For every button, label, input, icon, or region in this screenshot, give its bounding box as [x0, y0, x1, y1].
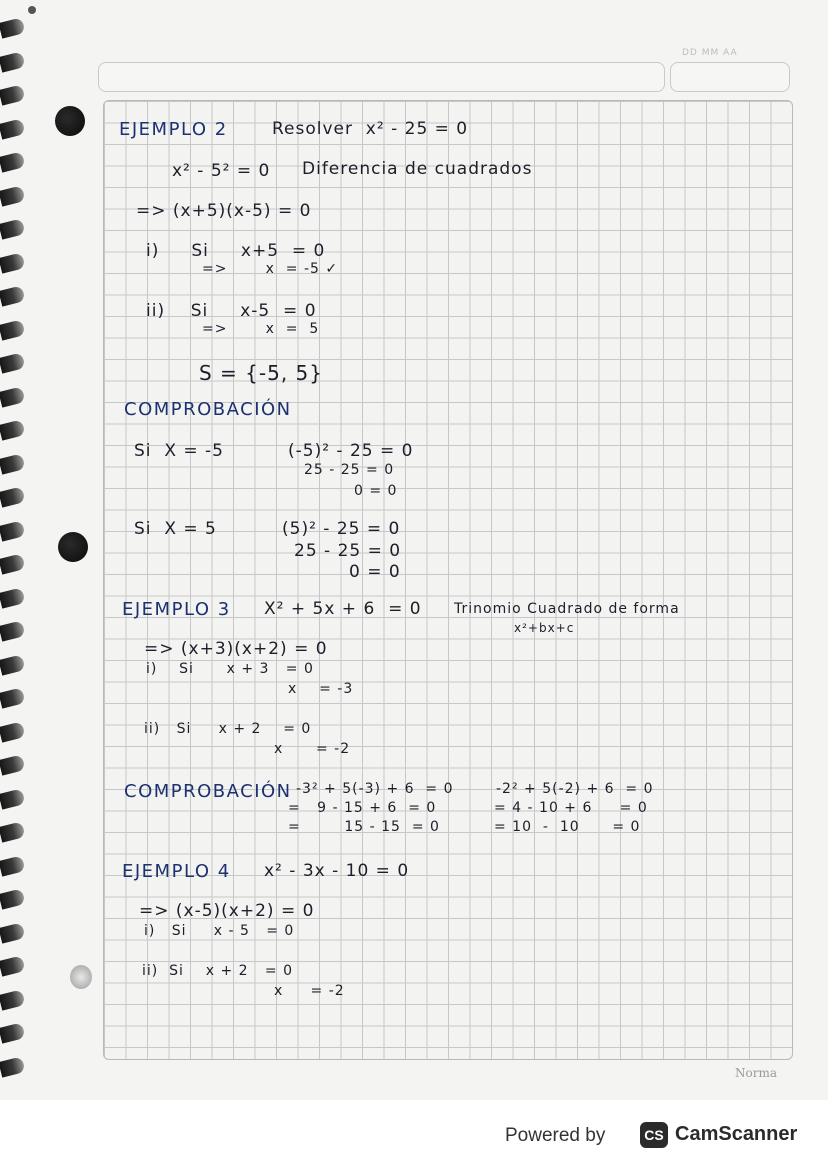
spiral-ring-icon	[0, 319, 26, 340]
spiral-ring-icon	[0, 151, 26, 172]
spiral-ring-icon	[0, 1022, 26, 1043]
date-label: DD MM AA	[682, 48, 738, 58]
spiral-ring-icon	[0, 821, 26, 842]
spiral-ring-icon	[0, 218, 26, 239]
ej3-note-form: x²+bx+c	[514, 621, 575, 635]
spiral-ring-icon	[0, 84, 26, 105]
example-4-title: EJEMPLO 4	[122, 861, 231, 882]
ink-dot	[28, 6, 36, 14]
comprobacion-2-title: COMPROBACIÓN	[124, 781, 292, 802]
camscanner-name: CamScanner	[675, 1123, 798, 1145]
comp1-a-line-2: 25 - 25 = 0	[304, 462, 395, 478]
ej2-solution-set: S = {-5, 5}	[199, 361, 323, 385]
ej2-case-2: ii) Si x-5 = 0	[146, 301, 317, 321]
comp2-a-line-3: = 15 - 15 = 0	[288, 819, 440, 835]
spiral-ring-icon	[0, 185, 26, 206]
comprobacion-1-title: COMPROBACIÓN	[124, 399, 292, 420]
comp1-a-line-3: 0 = 0	[354, 483, 398, 499]
spiral-ring-icon	[0, 687, 26, 708]
ej2-note: Diferencia de cuadrados	[302, 159, 533, 179]
ej2-line-1: x² - 5² = 0	[172, 161, 271, 181]
spiral-ring-icon	[0, 118, 26, 139]
spiral-ring-icon	[0, 17, 26, 38]
example-3-equation: X² + 5x + 6 = 0	[264, 599, 422, 619]
spiral-ring-icon	[0, 654, 26, 675]
ej4-factored: => (x-5)(x+2) = 0	[139, 901, 315, 921]
ej3-case-1: i) Si x + 3 = 0	[146, 661, 314, 677]
spiral-ring-icon	[0, 520, 26, 541]
ej3-note: Trinomio Cuadrado de forma	[454, 601, 680, 617]
spiral-ring-icon	[0, 553, 26, 574]
ej2-factored: => (x+5)(x-5) = 0	[136, 201, 312, 221]
notebook-brand-logo: Norma	[735, 1066, 777, 1080]
ej2-case-1-result: => x = -5 ✓	[202, 261, 339, 277]
comp2-b-line-2: = 4 - 10 + 6 = 0	[494, 800, 648, 816]
punch-hole-icon	[70, 965, 92, 989]
spiral-ring-icon	[0, 754, 26, 775]
powered-by-text: Powered by	[505, 1125, 606, 1146]
comp1-case-b: Si X = 5	[134, 519, 217, 539]
example-2-task: Resolver x² - 25 = 0	[272, 119, 469, 139]
spiral-ring-icon	[0, 955, 26, 976]
comp2-a-line-1: -3² + 5(-3) + 6 = 0	[296, 781, 454, 797]
ej3-factored: => (x+3)(x+2) = 0	[144, 639, 328, 659]
comp1-case-a: Si X = -5	[134, 441, 224, 461]
comp2-b-line-3: = 10 - 10 = 0	[494, 819, 641, 835]
spiral-ring-icon	[0, 486, 26, 507]
spiral-ring-icon	[0, 51, 26, 72]
spiral-ring-icon	[0, 888, 26, 909]
spiral-ring-icon	[0, 1056, 26, 1077]
camscanner-logo-icon: CS	[640, 1122, 668, 1148]
spiral-ring-icon	[0, 922, 26, 943]
spiral-ring-icon	[0, 386, 26, 407]
punch-hole-icon	[58, 532, 88, 562]
spiral-ring-icon	[0, 620, 26, 641]
ej2-case-2-result: => x = 5	[202, 321, 320, 337]
spiral-ring-icon	[0, 721, 26, 742]
comp1-b-line-2: 25 - 25 = 0	[294, 541, 402, 561]
spiral-ring-icon	[0, 285, 26, 306]
comp2-b-line-1: -2² + 5(-2) + 6 = 0	[496, 781, 654, 797]
spiral-ring-icon	[0, 587, 26, 608]
ej3-case-2: ii) Si x + 2 = 0	[144, 721, 312, 737]
example-4-equation: x² - 3x - 10 = 0	[264, 861, 410, 881]
spiral-ring-icon	[0, 855, 26, 876]
spiral-ring-icon	[0, 419, 26, 440]
header-field-box	[98, 62, 665, 92]
example-3-title: EJEMPLO 3	[122, 599, 231, 620]
spiral-ring-icon	[0, 989, 26, 1010]
date-field-box	[670, 62, 790, 92]
ej2-case-1: i) Si x+5 = 0	[146, 241, 326, 261]
ej3-case-2-result: x = -2	[274, 741, 351, 757]
example-2-title: EJEMPLO 2	[119, 119, 228, 140]
ej4-case-2-result: x = -2	[274, 983, 345, 999]
ej4-case-1: i) Si x - 5 = 0	[144, 923, 295, 939]
spiral-ring-icon	[0, 252, 26, 273]
spiral-ring-icon	[0, 453, 26, 474]
ej3-case-1-result: x = -3	[288, 681, 354, 697]
spiral-binding	[0, 20, 30, 1100]
punch-hole-icon	[55, 106, 85, 136]
spiral-ring-icon	[0, 352, 26, 373]
grid-paper	[103, 100, 793, 1060]
spiral-ring-icon	[0, 788, 26, 809]
comp1-b-line-3: 0 = 0	[349, 562, 401, 582]
comp1-b-line-1: (5)² - 25 = 0	[282, 519, 401, 539]
comp1-a-line-1: (-5)² - 25 = 0	[288, 441, 414, 461]
comp2-a-line-2: = 9 - 15 + 6 = 0	[288, 800, 437, 816]
ej4-case-2: ii) Si x + 2 = 0	[142, 963, 293, 979]
